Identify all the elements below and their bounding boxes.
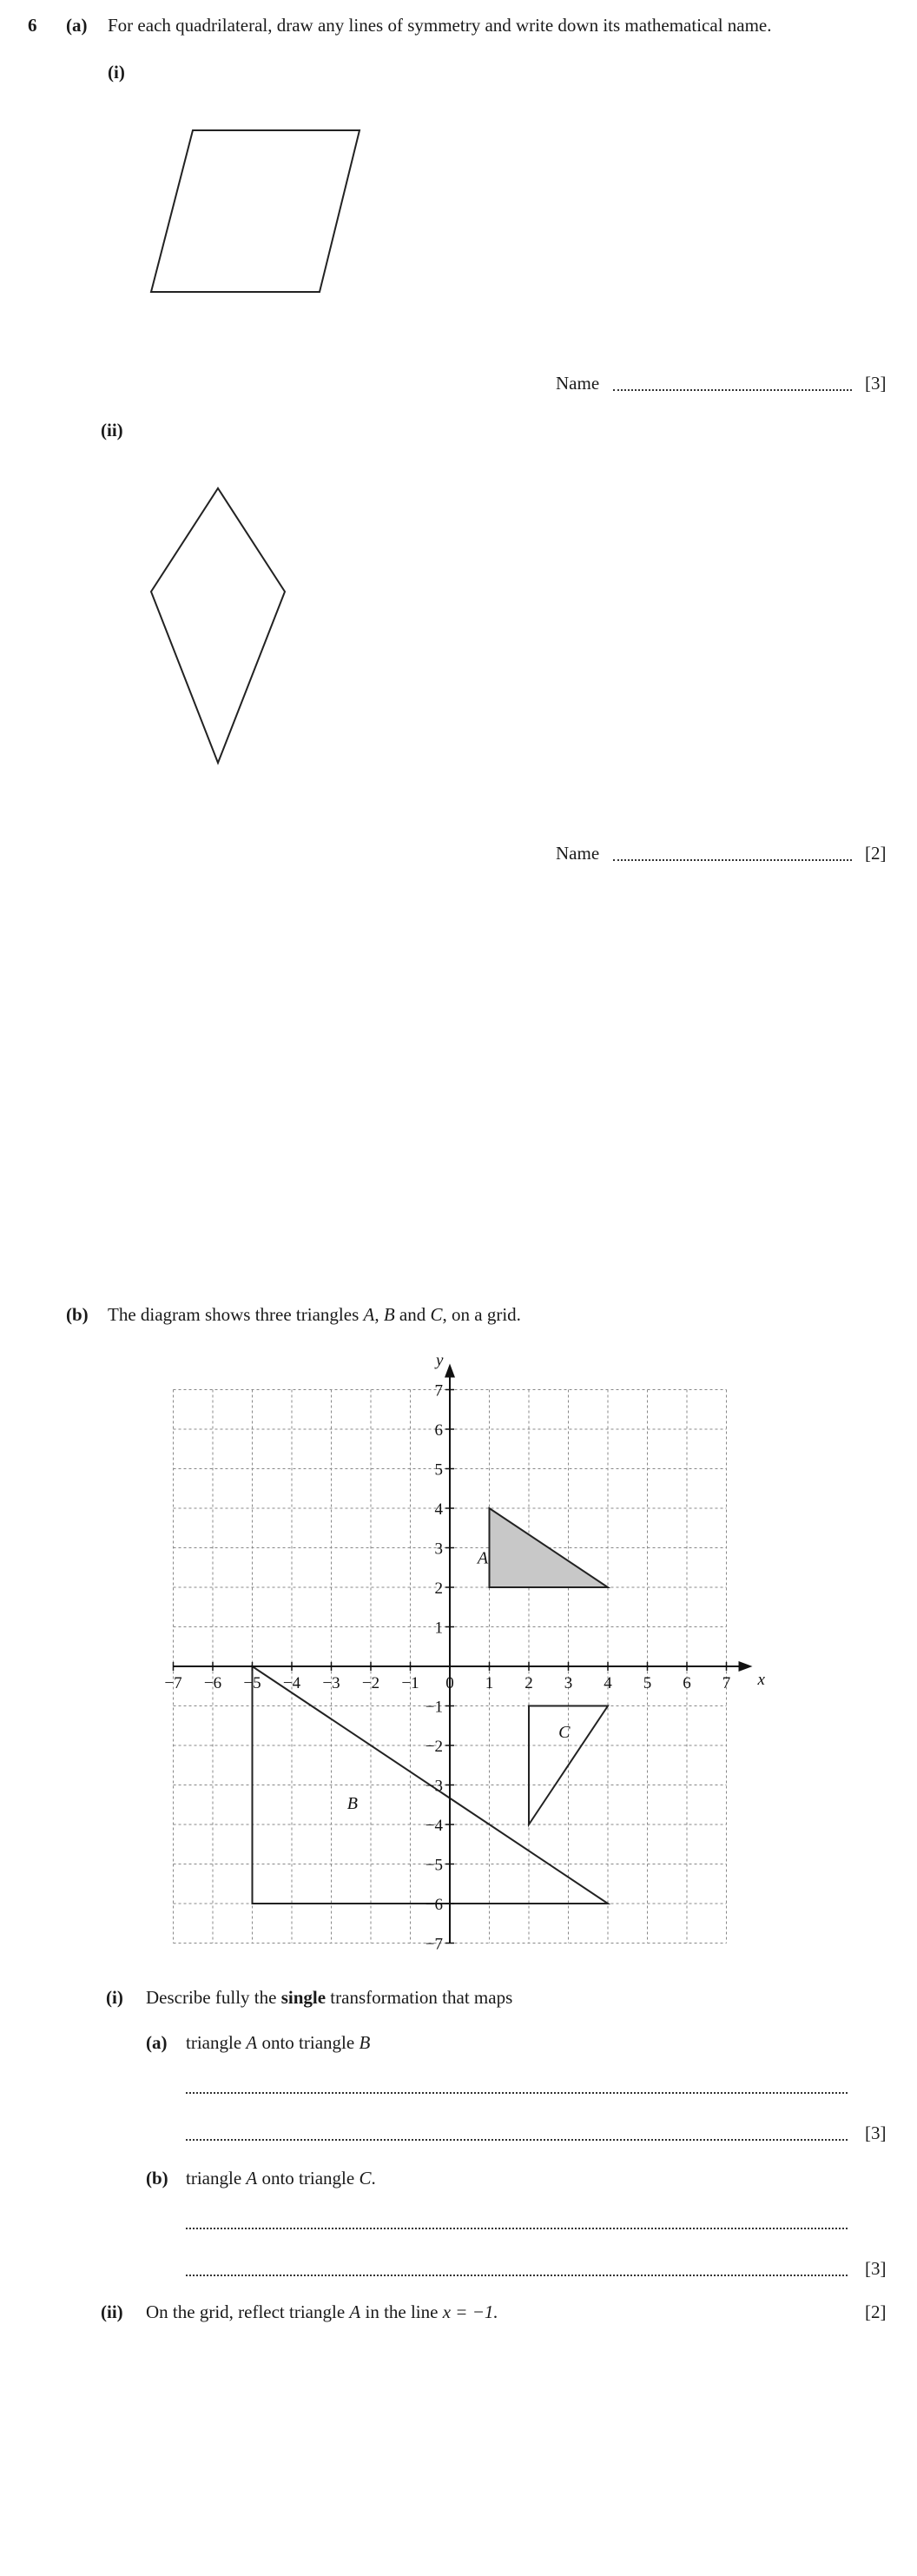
x-tick-label: −6 [203, 1674, 222, 1692]
triangle-label-C: C [558, 1722, 571, 1742]
x-tick-label: 4 [604, 1674, 612, 1692]
part-b-i-label: (i) [106, 1987, 123, 2008]
marks-b-ii: [2] [865, 2301, 887, 2322]
x-tick-label: 7 [722, 1674, 731, 1692]
part-b-i-text: Describe fully the single transformation that maps [146, 1987, 513, 2008]
y-tick-label: −1 [425, 1698, 443, 1717]
part-a-instruction: For each quadrilateral, draw any lines of symmetry and write down its mathematical name. [108, 15, 772, 36]
answer-line-b-i-b-2[interactable] [186, 2275, 848, 2276]
name-answer-line-ii[interactable] [613, 859, 852, 861]
x-tick-label: 5 [643, 1674, 652, 1692]
part-b-intro: The diagram shows three triangles A, B and C, on a grid. [108, 1304, 521, 1325]
y-tick-label: 5 [434, 1460, 443, 1480]
y-tick-label: −7 [425, 1935, 443, 1954]
marks-b-i-a: [3] [865, 2122, 887, 2143]
y-axis-arrow [445, 1364, 455, 1378]
y-tick-label: −5 [425, 1856, 443, 1875]
part-b-label: (b) [66, 1304, 89, 1325]
x-tick-label: −4 [282, 1674, 301, 1692]
y-tick-label: 6 [434, 1421, 443, 1440]
triangle-label-A: A [477, 1548, 489, 1568]
y-tick-label: −2 [425, 1738, 443, 1756]
y-tick-label: −6 [425, 1896, 443, 1914]
parallelogram-shape [151, 130, 360, 292]
part-b-i-b-text: triangle A onto triangle C. [186, 2168, 376, 2189]
answer-line-b-i-b-1[interactable] [186, 2228, 848, 2229]
y-axis-label: y [436, 1351, 444, 1370]
part-b-ii-label: (ii) [101, 2301, 123, 2322]
marks-b-i-b: [3] [865, 2258, 887, 2279]
x-tick-label: −7 [164, 1674, 182, 1692]
triangle-label-B: B [346, 1793, 358, 1813]
part-a-label: (a) [66, 15, 88, 36]
name-answer-line-i[interactable] [613, 389, 852, 391]
y-tick-label: −4 [425, 1817, 443, 1835]
y-tick-label: 7 [434, 1381, 443, 1401]
name-label-i: Name [556, 373, 600, 394]
y-tick-label: 4 [434, 1500, 443, 1519]
name-label-ii: Name [556, 843, 600, 864]
x-tick-label: −2 [361, 1674, 380, 1692]
x-axis-arrow [739, 1661, 753, 1672]
part-b-i-b-label: (b) [146, 2168, 168, 2189]
part-b-i-a-label: (a) [146, 2032, 168, 2053]
y-tick-label: −3 [425, 1777, 443, 1796]
x-tick-label: −5 [243, 1674, 261, 1692]
x-tick-label: 2 [524, 1674, 533, 1692]
x-tick-label: 1 [485, 1674, 494, 1692]
part-b-ii-text: On the grid, reflect triangle A in the line x = −1. [146, 2301, 498, 2322]
x-tick-label: 0 [445, 1674, 454, 1692]
quadrilateral-diagrams [0, 0, 917, 782]
y-tick-label: 2 [434, 1579, 443, 1598]
question-number: 6 [28, 15, 37, 36]
part-b-i-a-text: triangle A onto triangle B [186, 2032, 371, 2053]
x-tick-label: −1 [401, 1674, 419, 1692]
x-tick-label: 3 [564, 1674, 573, 1692]
answer-line-b-i-a-1[interactable] [186, 2092, 848, 2094]
answer-line-b-i-a-2[interactable] [186, 2139, 848, 2141]
y-tick-label: 3 [434, 1540, 443, 1559]
marks-a-ii: [2] [865, 843, 887, 864]
part-a-i-label: (i) [108, 62, 125, 83]
x-tick-label: 6 [683, 1674, 691, 1692]
part-a-ii-label: (ii) [101, 420, 123, 440]
y-tick-label: 1 [434, 1619, 443, 1638]
x-axis-label: x [757, 1671, 765, 1689]
kite-shape [151, 488, 285, 763]
marks-a-i: [3] [865, 373, 887, 394]
x-tick-label: −3 [322, 1674, 340, 1692]
coordinate-grid [0, 1338, 917, 1963]
